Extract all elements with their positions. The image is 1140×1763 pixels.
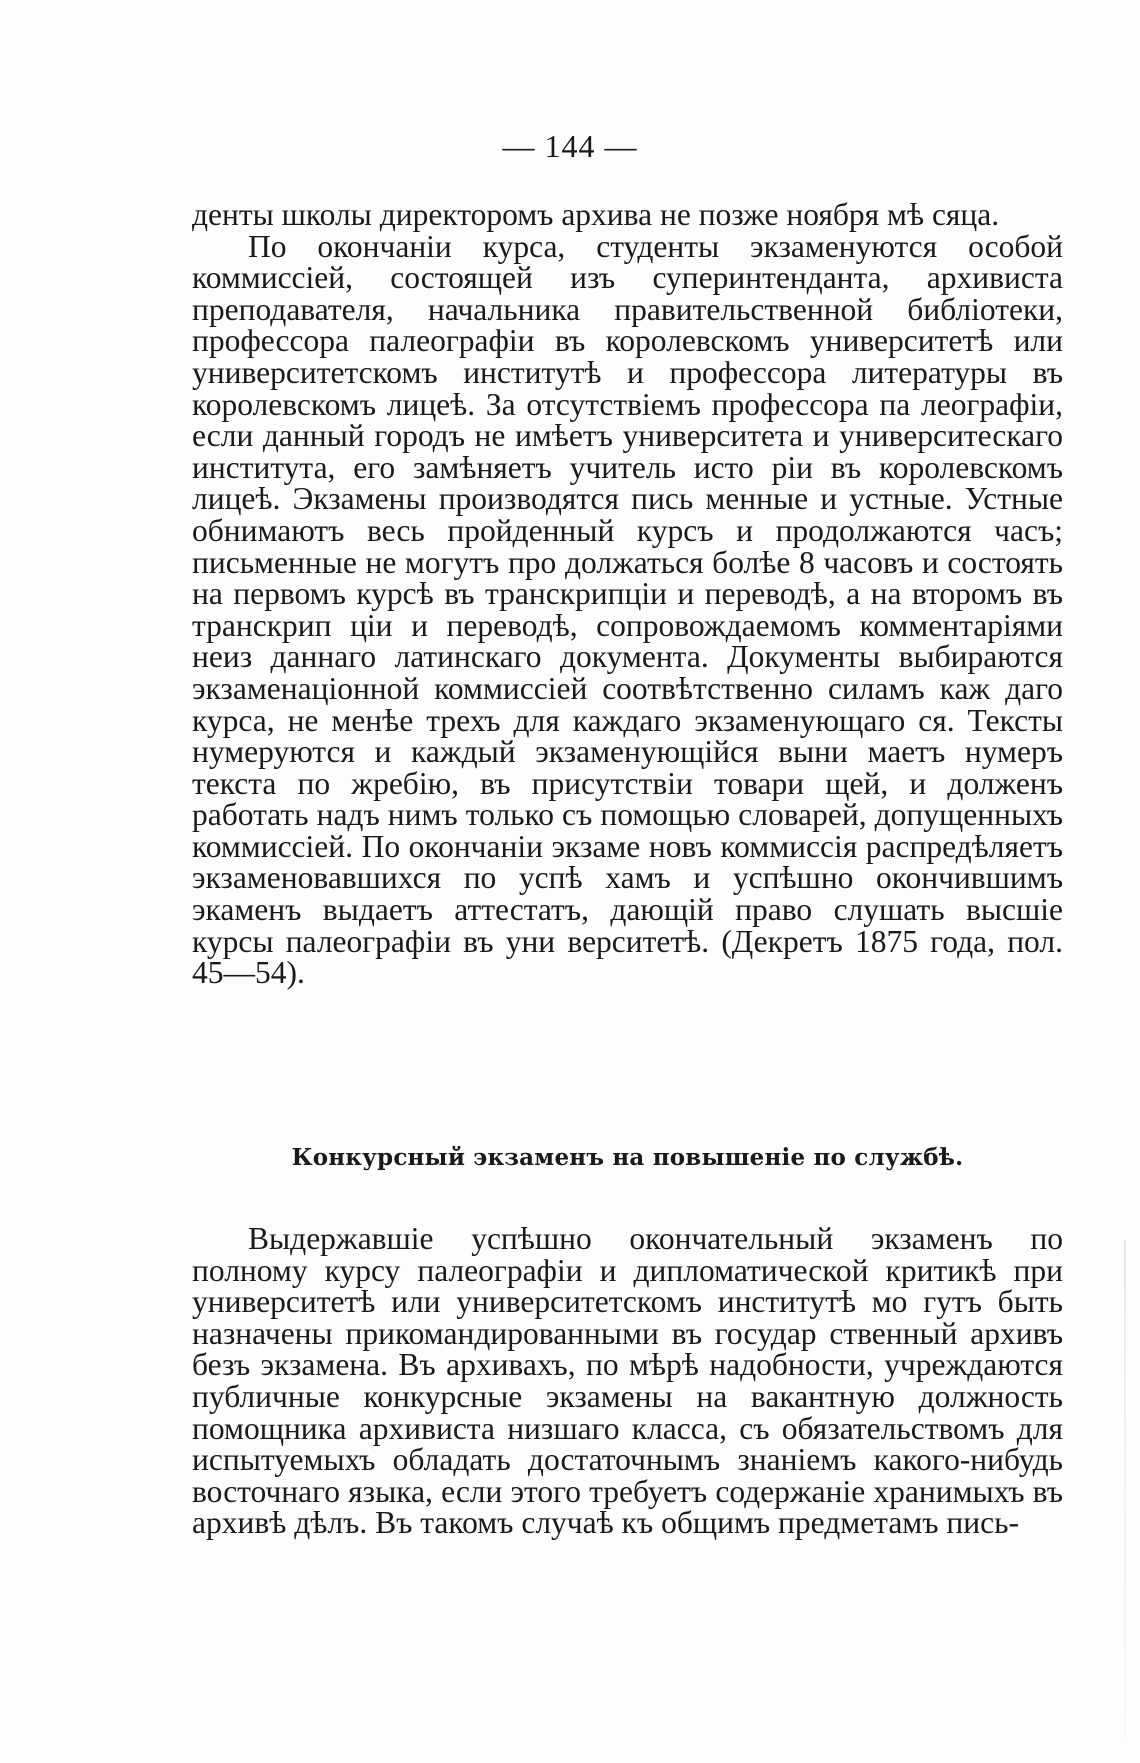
text-line: денты школы директоромъ архива не позже ноября мѣ: [192, 197, 925, 232]
text-line: профессора палеографіи въ королевскомъ университетѣ: [192, 323, 994, 359]
text-line: надобности, учреждаются публичные конкурсные экзамены: [192, 1347, 1064, 1414]
text-block-top: [192, 199, 1063, 989]
text-line: щей, и долженъ работать надъ нимъ только съ помощью: [192, 765, 1063, 833]
paragraph-exams: [192, 228, 1064, 991]
text-line: гутъ быть назначены прикомандированными въ государ: [192, 1284, 1064, 1351]
paragraph-promotion: [192, 1223, 1063, 1539]
text-line: даннаго латинскаго документа. Документы выбираются: [270, 639, 1063, 675]
text-line: въ королевскомъ лицеѣ. За отсутствіемъ профессора па: [192, 354, 1064, 422]
text-line: даго курса, не менѣе трехъ для каждаго экзаменующаго: [192, 670, 1063, 738]
section-heading: Конкурсный экзаменъ на повышеніе по службѣ.: [291, 1144, 964, 1171]
text-line: преподавателя, начальника правительственной библіотеки,: [192, 291, 1063, 327]
text-line: полному курсу палеографіи и дипломатической критикѣ: [192, 1252, 997, 1288]
text-line: достаточнымъ знаніемъ какого-нибудь восточнаго языка,: [192, 1442, 1064, 1509]
text-line: дѣлъ. Въ такомъ случаѣ къ общимъ предметамъ пись-: [294, 1505, 1019, 1541]
text-line: если этого требуетъ содержаніе хранимыхъ въ архивѣ: [192, 1473, 1064, 1541]
text-line: сяца.: [931, 197, 1000, 232]
paragraph-continuation: [192, 199, 1063, 231]
text-line: леографіи, если данный городъ не имѣетъ университета: [192, 386, 1064, 454]
text-line: должаться болѣе 8 часовъ и состоять на первомъ курсѣ: [192, 544, 1063, 612]
text-line: коммиссіей, состоящей изъ суперинтенданта, архивиста: [192, 260, 1063, 296]
text-line: на вакантную должность помощника архивиста низшаго: [192, 1378, 1063, 1446]
text-line: въ транскрипціи и переводѣ, а на второмъ въ транскрип: [192, 576, 1063, 643]
text-line: класса, съ обязательствомъ для испытуемыхъ обладать: [192, 1410, 1063, 1478]
text-line: По окончаніи курса, студенты экзаменуются особой: [248, 228, 1063, 264]
text-line: менные и устные. Устные обнимаютъ весь пройденный: [192, 481, 1064, 548]
text-line: и университескаго института, его замѣняетъ учитель исто: [192, 418, 1064, 485]
text-line: ственный архивъ безъ экзамена. Въ архивахъ, по мѣрѣ: [192, 1315, 1063, 1383]
text-line: хамъ и успѣшно окончившимъ экаменъ выдаетъ аттестатъ,: [192, 860, 1064, 928]
text-line: маетъ нумеръ текста по жребію, въ присутствіи товари: [192, 734, 1063, 801]
text-line: новъ коммиссія распредѣляетъ экзаменовавшихся по успѣ: [192, 828, 1064, 896]
text-line: Выдержавшіе успѣшно окончательный экзаменъ по: [248, 1221, 1063, 1256]
page-edge-shadow: [1124, 1240, 1126, 1740]
text-block-bottom: [192, 1223, 1063, 1539]
text-line: при университетѣ или университетскомъ институтѣ мо: [192, 1252, 1063, 1320]
text-line: ся. Тексты нумеруются и каждый экзаменующійся выни: [192, 702, 1064, 770]
text-line: или университетскомъ институтѣ и профессора литературы: [192, 323, 1063, 390]
text-line: экзаменаціонной коммиссіей соотвѣтственно силамъ каж: [192, 670, 991, 706]
text-line: верситетѣ. (Декретъ 1875 года, пол. 45—54).: [192, 923, 1063, 991]
page-number: — 144 —: [502, 128, 638, 164]
text-line: словарей, допущенныхъ коммиссіей. По окончаніи экзаме: [192, 797, 1063, 864]
text-line: курсъ и продолжаются часъ; письменные не могутъ про: [192, 512, 1064, 580]
text-line: ріи въ королевскомъ лицеѣ. Экзамены производятся пись: [192, 449, 1063, 517]
text-line: ціи и переводѣ, сопровождаемомъ комментаріями неиз: [192, 607, 1063, 675]
text-line: дающій право слушать высшіе курсы палеографіи въ уни: [192, 892, 1063, 959]
